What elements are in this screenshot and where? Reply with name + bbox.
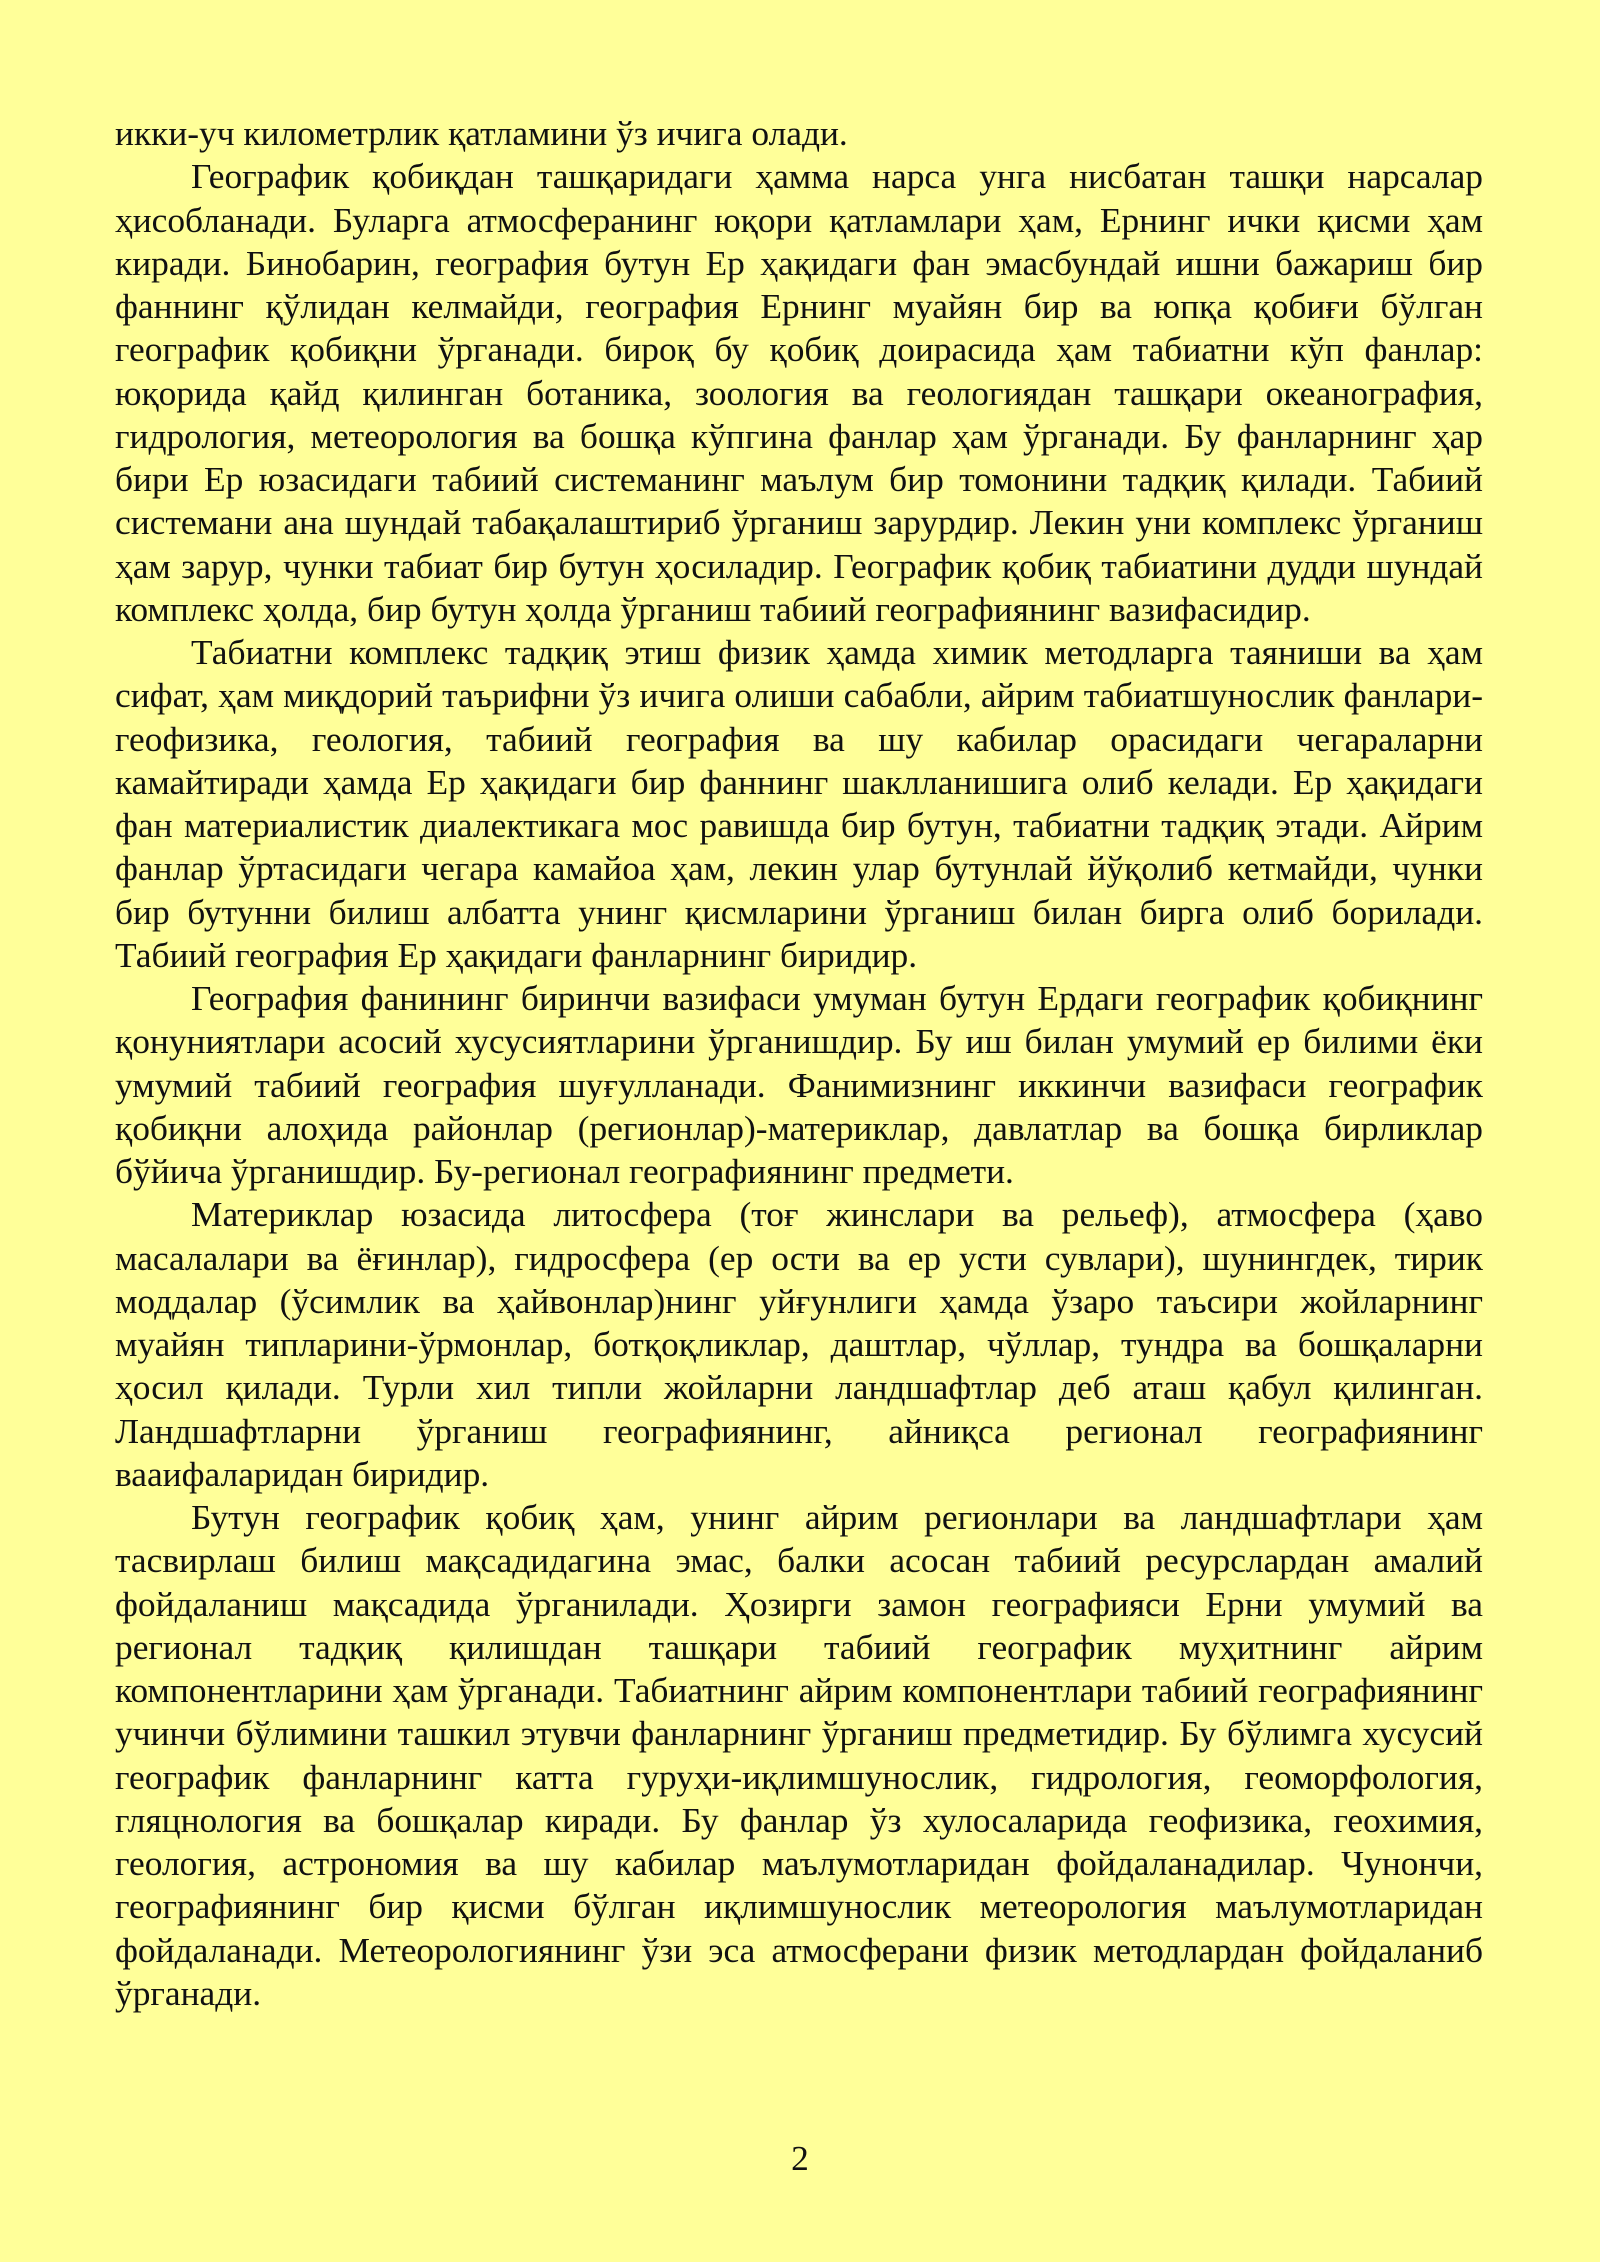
paragraph-components: Бутун географик қобиқ ҳам, унинг айрим регионлари ва ландшафтлари ҳам тасвирлаш билиш мақсадидагина эмас, балки асосан табиий ресурслардан амалий фойдаланиш мақсадида ўрганилади. Ҳозирги замон географияси Ерни умумий ва регионал тадқиқ қилишдан ташқари табиий географик муҳитнинг айрим компонентларини ҳам ўрганади. Табиатнинг айрим компонентлари табиий географиянинг учинчи бўлимини ташкил этувчи фанларнинг ўрганиш предметидир. Бу бўлимга хусусий географик фанларнинг катта гуруҳи-иқлимшунослик, гидрология, геоморфология, гляцнология ва бошқалар киради. Бу фанлар ўз хулосаларида геофизика, геохимия, геология, астрономия ва шу кабилар маълумотларидан фойдаланадилар. Чунончи, географиянинг бир қисми бўлган иқлимшунослик метеорология маълумотларидан фойдаланади. Метеорологиянинг ўзи эса атмосферани физик методлардан фойдаланиб ўрганади. xyxy=(115,1497,1483,2013)
paragraph-complex-study: Табиатни комплекс тадқиқ этиш физик ҳамда химик методларга таяниши ва ҳам сифат, ҳам миқдорий таърифни ўз ичига олиши сабабли, айрим табиатшунослик фанлари-геофизика, геология, табиий география ва шу кабилар орасидаги чегараларни камайтиради ҳамда Ер ҳақидаги бир фаннинг шаклланишига олиб келади. Ер ҳақидаги фан материалистик диалектикага мос равишда бир бутун, табиатни тадқиқ этади. Айрим фанлар ўртасидаги чегара камайоа ҳам, лекин улар бутунлай йўқолиб кетмайди, чунки бир бутунни билиш албатта унинг қисмларини ўрганиш билан бирга олиб борилади. Табиий география Ер ҳақидаги фанларнинг биридир. xyxy=(115,632,1483,975)
paragraph-first-task: География фанининг биринчи вазифаси умуман бутун Ердаги географик қобиқнинг қонуниятлари асосий хусусиятларини ўрганишдир. Бу иш билан умумий ер билими ёки умумий табиий география шуғулланади. Фанимизнинг иккинчи вазифаси географик қобиқни алоҳида районлар (регионлар)-материклар, давлатлар ва бошқа бирликлар бўйича ўрганишдир. Бу-регионал географиянинг предмети. xyxy=(115,978,1483,1191)
page-number: 2 xyxy=(791,2138,809,2178)
paragraph-geographic-envelope: Географик қобиқдан ташқаридаги ҳамма нарса унга нисбатан ташқи нарсалар ҳисобланади. Буларга атмосферанинг юқори қатламлари ҳам, Ернинг ички қисми ҳам киради. Бинобарин, география бутун Ер ҳақидаги фан эмасбундай ишни бажариш бир фаннинг қўлидан келмайди, география Ернинг муайян бир ва юпқа қобиғи бўлган географик қобиқни ўрганади. бироқ бу қобиқ доирасида ҳам табиатни кўп фанлар: юқорида қайд қилинган ботаника, зоология ва геологиядан ташқари океанография, гидрология, метеорология ва бошқа кўпгина фанлар ҳам ўрганади. Бу фанларнинг ҳар бири Ер юзасидаги табиий системанинг маълум бир томонини тадқиқ қилади. Табиий системани ана шундай табақалаштириб ўрганиш зарурдир. Лекин уни комплекс ўрганиш ҳам зарур, чунки табиат бир бутун ҳосиладир. Географик қобиқ табиатини дудди шундай комплекс ҳолда, бир бутун ҳолда ўрганиш табиий географиянинг вазифасидир. xyxy=(115,156,1483,629)
paragraph-landscapes: Материклар юзасида литосфера (тоғ жинслари ва рельеф), атмосфера (ҳаво масалалари ва ёғинлар), гидросфера (ер ости ва ер усти сувлари), шунингдек, тирик моддалар (ўсимлик ва ҳайвонлар)нинг уйғунлиги ҳамда ўзаро таъсири жойларнинг муайян типларини-ўрмонлар, ботқоқликлар, даштлар, чўллар, тундра ва бошқаларни ҳосил қилади. Турли хил типли жойларни ландшафтлар деб аташ қабул қилинган. Ландшафтларни ўрганиш географиянинг, айниқса регионал географиянинг вааифаларидан биридир. xyxy=(115,1194,1483,1494)
paragraph-continuation: икки-уч километрлик қатламини ўз ичига олади. xyxy=(115,113,848,153)
document-body xyxy=(115,112,1483,2015)
